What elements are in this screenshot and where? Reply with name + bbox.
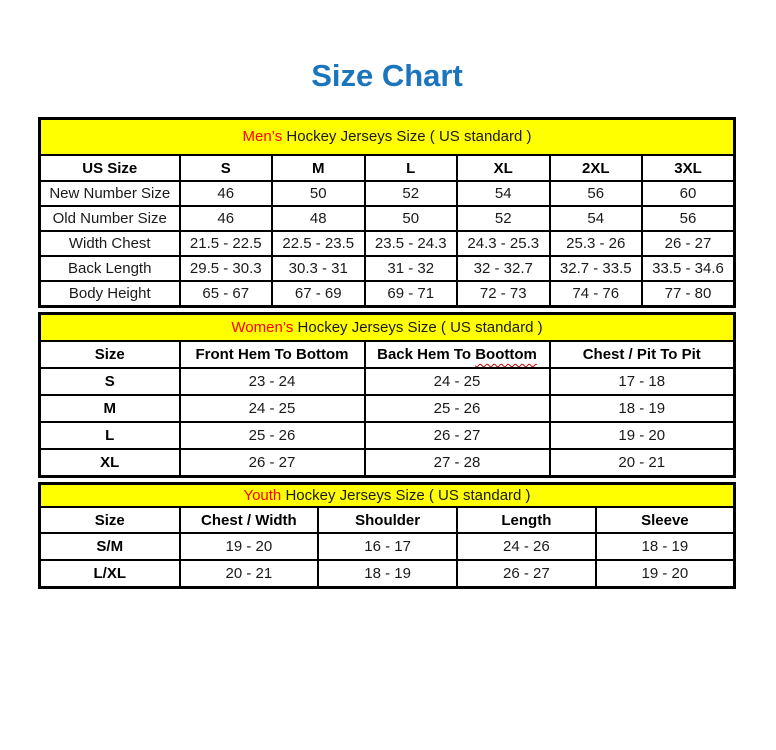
row-label: M: [40, 395, 180, 422]
size-value-cell: 21.5 - 22.5: [180, 231, 273, 256]
column-header: Size: [40, 341, 180, 368]
table-row: [40, 560, 735, 587]
size-value-cell: 17 - 18: [550, 368, 735, 395]
size-tables-container: [38, 117, 736, 589]
column-header: Chest / Pit To Pit: [550, 341, 735, 368]
youth-section-banner: [40, 483, 735, 507]
table-row: [40, 395, 735, 422]
banner-rest-text: Hockey Jerseys Size ( US standard ): [282, 128, 532, 146]
row-label: S: [40, 368, 180, 395]
header-row: [40, 155, 735, 181]
size-value-cell: 23 - 24: [180, 368, 365, 395]
size-value-cell: 30.3 - 31: [272, 256, 365, 281]
table-row: [40, 281, 735, 306]
row-label: Back Length: [40, 256, 180, 281]
column-header: Sleeve: [596, 507, 735, 533]
misspelled-word-squiggle: Boottom: [475, 346, 537, 364]
size-value-cell: 48: [272, 206, 365, 231]
column-header: Shoulder: [318, 507, 457, 533]
section-banner-row: [40, 313, 735, 341]
size-value-cell: 32 - 32.7: [457, 256, 550, 281]
size-value-cell: 65 - 67: [180, 281, 273, 306]
size-value-cell: 29.5 - 30.3: [180, 256, 273, 281]
size-value-cell: 54: [550, 206, 643, 231]
size-value-cell: 19 - 20: [596, 560, 735, 587]
size-value-cell: 24 - 25: [365, 368, 550, 395]
column-header: S: [180, 155, 273, 181]
size-value-cell: 72 - 73: [457, 281, 550, 306]
size-value-cell: 24 - 26: [457, 533, 596, 560]
banner-highlight-word: Men’s: [242, 128, 283, 146]
column-header: XL: [457, 155, 550, 181]
size-value-cell: 50: [272, 181, 365, 206]
size-value-cell: 56: [642, 206, 735, 231]
size-value-cell: 74 - 76: [550, 281, 643, 306]
size-value-cell: 23.5 - 24.3: [365, 231, 458, 256]
header-row: [40, 341, 735, 368]
row-label: Old Number Size: [40, 206, 180, 231]
size-value-cell: 25 - 26: [365, 395, 550, 422]
table-row: [40, 256, 735, 281]
size-value-cell: 20 - 21: [180, 560, 319, 587]
size-value-cell: 52: [365, 181, 458, 206]
size-value-cell: 26 - 27: [180, 449, 365, 476]
column-header: 2XL: [550, 155, 643, 181]
size-value-cell: 18 - 19: [596, 533, 735, 560]
size-value-cell: 60: [642, 181, 735, 206]
section-banner-row: [40, 118, 735, 155]
table-row: [40, 449, 735, 476]
size-value-cell: 24 - 25: [180, 395, 365, 422]
size-value-cell: 52: [457, 206, 550, 231]
size-value-cell: 22.5 - 23.5: [272, 231, 365, 256]
column-header: Size: [40, 507, 180, 533]
banner-rest-text: Hockey Jerseys Size ( US standard ): [281, 486, 531, 504]
size-value-cell: 24.3 - 25.3: [457, 231, 550, 256]
size-value-cell: 26 - 27: [642, 231, 735, 256]
row-label: S/M: [40, 533, 180, 560]
size-value-cell: 26 - 27: [457, 560, 596, 587]
column-header: M: [272, 155, 365, 181]
size-value-cell: 19 - 20: [180, 533, 319, 560]
row-label: L: [40, 422, 180, 449]
size-value-cell: 33.5 - 34.6: [642, 256, 735, 281]
banner-highlight-word: Youth: [243, 486, 282, 504]
size-value-cell: 46: [180, 181, 273, 206]
size-value-cell: 25 - 26: [180, 422, 365, 449]
column-header: Length: [457, 507, 596, 533]
size-value-cell: 77 - 80: [642, 281, 735, 306]
banner-rest-text: Hockey Jerseys Size ( US standard ): [293, 318, 543, 336]
page-title: Size Chart: [311, 58, 463, 93]
size-value-cell: 54: [457, 181, 550, 206]
banner-highlight-word: Women’s: [231, 318, 294, 336]
size-value-cell: 46: [180, 206, 273, 231]
row-label: Width Chest: [40, 231, 180, 256]
mens-section-banner: [40, 118, 735, 155]
column-header: 3XL: [642, 155, 735, 181]
column-header-text: Back Hem To: [377, 346, 476, 364]
size-value-cell: 18 - 19: [550, 395, 735, 422]
table-row: [40, 181, 735, 206]
size-value-cell: 18 - 19: [318, 560, 457, 587]
row-label: XL: [40, 449, 180, 476]
table-row: [40, 206, 735, 231]
row-label: Body Height: [40, 281, 180, 306]
size-chart-sheet: [38, 58, 736, 589]
header-row: [40, 507, 735, 533]
size-value-cell: 56: [550, 181, 643, 206]
row-label: New Number Size: [40, 181, 180, 206]
column-header: L: [365, 155, 458, 181]
size-value-cell: 20 - 21: [550, 449, 735, 476]
size-value-cell: 19 - 20: [550, 422, 735, 449]
womens-size-table: [38, 312, 736, 478]
column-header: Front Hem To Bottom: [180, 341, 365, 368]
row-label: L/XL: [40, 560, 180, 587]
youth-size-table: [38, 482, 736, 589]
column-header: US Size: [40, 155, 180, 181]
size-value-cell: 25.3 - 26: [550, 231, 643, 256]
size-value-cell: 31 - 32: [365, 256, 458, 281]
table-row: [40, 533, 735, 560]
table-row: [40, 422, 735, 449]
section-banner-row: [40, 483, 735, 507]
column-header: Chest / Width: [180, 507, 319, 533]
size-value-cell: 32.7 - 33.5: [550, 256, 643, 281]
size-value-cell: 16 - 17: [318, 533, 457, 560]
womens-section-banner: [40, 313, 735, 341]
mens-size-table: [38, 117, 736, 308]
size-value-cell: 50: [365, 206, 458, 231]
table-row: [40, 368, 735, 395]
column-header: [365, 341, 550, 368]
table-row: [40, 231, 735, 256]
size-value-cell: 69 - 71: [365, 281, 458, 306]
size-value-cell: 27 - 28: [365, 449, 550, 476]
size-value-cell: 26 - 27: [365, 422, 550, 449]
size-value-cell: 67 - 69: [272, 281, 365, 306]
